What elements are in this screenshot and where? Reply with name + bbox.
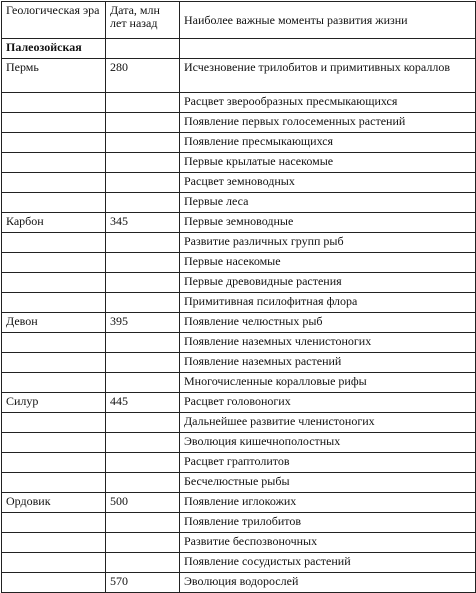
date-cell	[106, 553, 180, 573]
table-row	[2, 253, 476, 273]
section-date-cell	[106, 39, 180, 59]
event-cell: Первые насекомые	[180, 253, 476, 273]
table-row	[2, 473, 476, 493]
date-cell	[106, 253, 180, 273]
table-row	[2, 293, 476, 313]
era-cell	[2, 93, 106, 113]
date-cell	[106, 93, 180, 113]
event-cell: Появление первых голосеменных растений	[180, 113, 476, 133]
era-cell	[2, 373, 106, 393]
event-cell: Первые крылатые насекомые	[180, 153, 476, 173]
event-cell: Появление пресмыкающихся	[180, 133, 476, 153]
date-cell	[106, 373, 180, 393]
event-cell: Примитивная псилофитная флора	[180, 293, 476, 313]
table-row	[2, 113, 476, 133]
date-cell	[106, 293, 180, 313]
era-cell	[2, 133, 106, 153]
era-cell: Силур	[2, 393, 106, 413]
table-row	[2, 59, 476, 93]
event-cell: Дальнейшее развитие членистоногих	[180, 413, 476, 433]
date-cell	[106, 133, 180, 153]
table-row	[2, 193, 476, 213]
era-cell	[2, 533, 106, 553]
table-row	[2, 453, 476, 473]
era-cell	[2, 453, 106, 473]
date-cell: 280	[106, 59, 180, 93]
event-cell: Многочисленные коралловые рифы	[180, 373, 476, 393]
era-cell	[2, 513, 106, 533]
era-cell	[2, 153, 106, 173]
era-cell	[2, 113, 106, 133]
section-row	[2, 39, 476, 59]
era-cell	[2, 433, 106, 453]
table-row	[2, 413, 476, 433]
table-row	[2, 233, 476, 253]
era-cell: Пермь	[2, 59, 106, 93]
table-row	[2, 573, 476, 593]
section-event-cell	[180, 39, 476, 59]
era-cell: Ордовик	[2, 493, 106, 513]
date-cell: 570	[106, 573, 180, 593]
era-cell: Карбон	[2, 213, 106, 233]
era-cell	[2, 273, 106, 293]
table-row	[2, 353, 476, 373]
era-cell	[2, 413, 106, 433]
table-row	[2, 213, 476, 233]
table-row	[2, 373, 476, 393]
event-cell: Эволюция кишечнополостных	[180, 433, 476, 453]
era-cell	[2, 173, 106, 193]
event-cell: Развитие беспозвоночных	[180, 533, 476, 553]
date-cell	[106, 333, 180, 353]
date-cell	[106, 273, 180, 293]
date-cell	[106, 113, 180, 133]
table-body	[2, 39, 476, 593]
table-row	[2, 493, 476, 513]
table-row	[2, 153, 476, 173]
date-cell	[106, 193, 180, 213]
era-cell	[2, 233, 106, 253]
event-cell: Появление сосудистых растений	[180, 553, 476, 573]
era-cell	[2, 293, 106, 313]
table-row	[2, 93, 476, 113]
era-cell	[2, 473, 106, 493]
era-cell	[2, 553, 106, 573]
event-cell: Бесчелюстные рыбы	[180, 473, 476, 493]
table-row	[2, 313, 476, 333]
table-row	[2, 533, 476, 553]
section-title: Палеозойская	[2, 39, 106, 59]
table-row	[2, 553, 476, 573]
event-cell: Расцвет граптолитов	[180, 453, 476, 473]
geologic-eras-table	[1, 1, 476, 593]
date-cell: 500	[106, 493, 180, 513]
era-cell	[2, 573, 106, 593]
date-cell	[106, 353, 180, 373]
event-cell: Развитие различных групп рыб	[180, 233, 476, 253]
header-date: Дата, млн лет назад	[106, 2, 180, 39]
era-cell	[2, 353, 106, 373]
table-row	[2, 513, 476, 533]
table-row	[2, 133, 476, 153]
event-cell: Появление иглокожих	[180, 493, 476, 513]
era-cell	[2, 333, 106, 353]
header-row	[2, 2, 476, 39]
event-cell: Расцвет зверообразных пресмыкающихся	[180, 93, 476, 113]
date-cell	[106, 513, 180, 533]
date-cell	[106, 453, 180, 473]
event-cell: Исчезновение трилобитов и примитивных кораллов	[180, 59, 476, 93]
event-cell: Появление наземных растений	[180, 353, 476, 373]
date-cell	[106, 153, 180, 173]
header-events: Наиболее важные моменты развития жизни	[180, 2, 476, 39]
event-cell: Эволюция водорослей	[180, 573, 476, 593]
event-cell: Расцвет земноводных	[180, 173, 476, 193]
era-cell	[2, 193, 106, 213]
table-row	[2, 333, 476, 353]
header-era: Геологическая эра	[2, 2, 106, 39]
date-cell	[106, 233, 180, 253]
date-cell: 395	[106, 313, 180, 333]
date-cell: 345	[106, 213, 180, 233]
table-row	[2, 393, 476, 413]
date-cell	[106, 473, 180, 493]
date-cell	[106, 533, 180, 553]
event-cell: Появление трилобитов	[180, 513, 476, 533]
era-cell	[2, 253, 106, 273]
date-cell: 445	[106, 393, 180, 413]
table-row	[2, 173, 476, 193]
event-cell: Первые земноводные	[180, 213, 476, 233]
date-cell	[106, 413, 180, 433]
event-cell: Расцвет головоногих	[180, 393, 476, 413]
event-cell: Первые древовидные растения	[180, 273, 476, 293]
event-cell: Появление наземных членистоногих	[180, 333, 476, 353]
date-cell	[106, 433, 180, 453]
event-cell: Появление челюстных рыб	[180, 313, 476, 333]
era-cell: Девон	[2, 313, 106, 333]
date-cell	[106, 173, 180, 193]
table-row	[2, 273, 476, 293]
table-row	[2, 433, 476, 453]
event-cell: Первые леса	[180, 193, 476, 213]
